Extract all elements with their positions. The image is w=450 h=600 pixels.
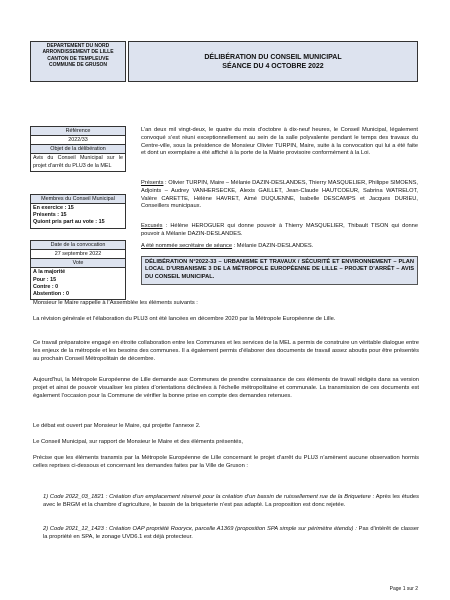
deliberation-title: DÉLIBÉRATION N°2022-33 – URBANISME ET TRAVAUX / SÉCURITÉ ET ENVIRONNEMENT – PLAN LOCAL D’URBANISME 3 DE LA MÉTROPOLE EUROPÉENNE DE LILLE – PROJET D’ARRÊT – AVIS DU CONSEIL MUNICIPAL. bbox=[141, 256, 418, 285]
members-present: Présents : 15 bbox=[33, 212, 67, 219]
secretary-paragraph bbox=[141, 243, 418, 251]
convocation-value: 27 septembre 2022 bbox=[31, 250, 125, 259]
vote-abstention: Abstention : 0 bbox=[33, 290, 69, 297]
demand-item-2-text: Pas d’intérêt de classer la propriété en SPA, le zonage UVD6.1 est déjà protecteur. bbox=[43, 526, 419, 540]
body-revision: La révision générale et l’élaboration du PLU3 ont été lancées en décembre 2020 par la Métropole Européenne de Lille. bbox=[33, 316, 336, 322]
excuses-label: Excusés bbox=[141, 223, 163, 229]
demand-item-2 bbox=[43, 526, 419, 542]
document-title-box bbox=[128, 41, 418, 82]
demand-item-1 bbox=[43, 494, 419, 510]
session-intro: L’an deux mil vingt-deux, le quatre du mois d’octobre à dix-neuf heures, le Conseil Municipal, légalement convoqué s’est réuni exceptionnellement au sein de la salle polyvalente pendant le temps des travaux du Centre-ville, sous la présidence de Monsieur Olivier TURPIN, Maire, suite à la convocation qui lui a été faite et dont un exemplaire a été affiché à la porte de la Mairie provisoire conformément à la Loi. bbox=[141, 127, 418, 157]
excuses-paragraph bbox=[141, 223, 418, 239]
commune-line: COMMUNE DE GRUSON bbox=[48, 62, 108, 69]
canton-line: CANTON DE TEMPLEUVE bbox=[47, 55, 109, 62]
page-number: Page 1 sur 2 bbox=[389, 586, 418, 592]
document-title: DÉLIBÉRATION DU CONSEIL MUNICIPAL bbox=[204, 54, 342, 61]
vote-majority: A la majorité bbox=[33, 269, 66, 276]
demand-item-1-text: Après les études avec le BRGM et la chambre d’agriculture, le bassin de la briqueterie n’est pas adapté. La proposition est donc rejetée. bbox=[43, 494, 419, 508]
convocation-label: Date de la convocation bbox=[31, 241, 125, 250]
presents-label: Présents bbox=[141, 180, 164, 186]
reference-value: 2022/33 bbox=[31, 136, 125, 145]
members-box bbox=[30, 194, 126, 229]
arrondissement-line: ARRONDISSEMENT DE LILLE bbox=[42, 49, 114, 56]
body-intro: Monsieur le Maire rappelle à l’Assemblée les éléments suivants : bbox=[33, 300, 198, 306]
body-precision: Précise que les éléments transmis par la Métropole Européenne de Lille concernant le projet d’arrêt du PLU3 n’amènent aucune observation hormis celles reprises ci-dessous et concernant les demandes faites par la Ville de Gruson : bbox=[33, 455, 419, 469]
vote-label: Vote bbox=[31, 259, 125, 268]
body-debate: Le débat est ouvert par Monsieur le Maire, qui projette l’annexe 2. bbox=[33, 423, 201, 429]
object-label: Objet de la délibération bbox=[31, 145, 125, 154]
body-preparatory-work: Ce travail préparatoire engagé en étroite collaboration entre les Communes et les services de la MEL a permis de construire un véritable dialogue entre les enjeux de la métropole et les besoins des communes. Il a également permis d’élaborer des documents de travail assez aboutis pour être présentés au prochain Conseil Métropolitain de décembre. bbox=[33, 340, 419, 362]
object-value: Avis du Conseil Municipal sur le projet d’arrêt du PLU3 de la MEL bbox=[33, 155, 123, 169]
vote-box bbox=[30, 240, 126, 300]
reference-label: Référence bbox=[31, 127, 125, 136]
body-council-report: Le Conseil Municipal, sur rapport de Monsieur le Maire et des éléments présentés, bbox=[33, 439, 243, 445]
secretary-name: : Mélanie DAZIN-DESLANDES. bbox=[232, 243, 314, 249]
body-mel-request: Aujourd’hui, la Métropole Européenne de Lille demande aux Communes de prendre connaissance de ces éléments de travail rédigés dans sa version projet et ainsi de pouvoir visualiser les pistes d’orientations déclinées à l’échelle métropolitaine et communale. La transmission de ces documents est également l’occasion pour la Commune de vérifier la bonne prise en compte des demandes retenues. bbox=[33, 377, 419, 399]
excuses-list: : Hélène HEROGUER qui donne pouvoir à Thierry MASQUELIER, Thibault TISON qui donne pouvoir à Mélanie DAZIN-DESLANDES. bbox=[141, 223, 418, 237]
demand-item-1-title: 1) Code 2022_03_1821 : Création d’un emplacement réservé pour la création d’un bassin de ruissellement rue de la Briquetere : bbox=[43, 494, 375, 500]
members-label: Membres du Conseil Municipal bbox=[31, 195, 125, 204]
vote-against: Contre : 0 bbox=[33, 283, 59, 290]
presents-list: : Olivier TURPIN, Maire – Mélanie DAZIN-DESLANDES, Thierry MASQUELIER, Philippe SIMOENS, Adjoints – Audrey VANHERSECKE, Alexis GAILLET, Jean-Claude HAUTCOEUR, Sabrina WATRELOT, Valère CARETTE, Hélène HAVRET, Aimé DUQUENNE, Isabelle DESCAMPS et Jacques DURIEU, Conseillers municipaux. bbox=[141, 180, 418, 210]
department-line: DEPARTEMENT DU NORD bbox=[46, 43, 110, 49]
demand-item-2-title: 2) Code 2021_12_1423 : Création OAP propriété Roorycк, parcelle A1369 (proposition SPA simple sur périmètre étendu) : bbox=[43, 526, 357, 532]
session-date: SÉANCE DU 4 OCTOBRE 2022 bbox=[222, 62, 324, 70]
members-voting: Quiont pris part au vote : 15 bbox=[33, 219, 105, 226]
secretary-label: A été nommée secrétaire de séance bbox=[141, 243, 233, 249]
presents-paragraph bbox=[141, 180, 418, 211]
administrative-header bbox=[30, 41, 126, 82]
vote-for: Pour : 15 bbox=[33, 276, 57, 283]
members-in-office: En exercice : 15 bbox=[33, 205, 74, 212]
reference-box bbox=[30, 126, 126, 172]
